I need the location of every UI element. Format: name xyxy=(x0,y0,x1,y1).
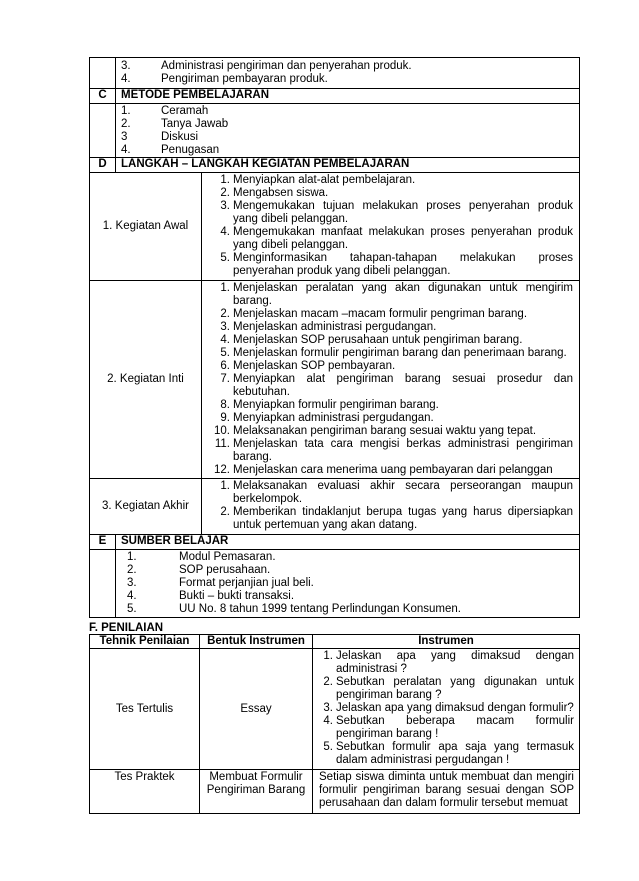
activity-steps xyxy=(202,281,579,478)
form-cell: Membuat Formulir Pengiriman Barang xyxy=(200,770,313,814)
activity-steps xyxy=(202,173,579,279)
list-item: 3. Menjelaskan administrasi pergudangan. xyxy=(220,321,437,333)
column-header: Instrumen xyxy=(313,635,580,649)
column-header: Bentuk Instrumen xyxy=(200,635,313,649)
assessment-header-row xyxy=(90,635,580,649)
section-title: LANGKAH – LANGKAH KEGIATAN PEMBELAJARAN xyxy=(116,158,580,173)
list-item: 1. Menjelaskan peralatan yang akan digunakan untuk mengirim barang. xyxy=(220,282,573,307)
list-item: 3. Mengemukakan tujuan melakukan proses penyerahan produk yang dibeli pelanggan. xyxy=(220,200,573,225)
activity-name: 1. Kegiatan Awal xyxy=(90,173,202,281)
assessment-table xyxy=(89,634,580,814)
list-item: 8. Menyiapkan formulir pengiriman barang. xyxy=(220,399,439,411)
list-item: 2. Memberikan tindaklanjut berupa tugas yang harus dipersiapkan untuk pertemuan yang akan datang. xyxy=(220,506,573,531)
section-title: METODE PEMBELAJARAN xyxy=(116,89,580,104)
section-c-body-row xyxy=(90,104,580,158)
section-d-header-row xyxy=(90,158,580,173)
list-item: 5. Menjelaskan formulir pengiriman barang dan penerimaan barang. xyxy=(220,347,567,359)
list-item: 4. Mengemukakan manfaat melakukan proses penyerahan produk yang dibeli pelanggan. xyxy=(220,226,573,251)
activity-row-akhir xyxy=(90,479,580,535)
list-item: 12. Menjelaskan cara menerima uang pembayaran dari pelanggan xyxy=(214,464,553,476)
section-e-header-row xyxy=(90,535,580,550)
section-letter: C xyxy=(90,89,116,104)
list-item: 4. Menjelaskan SOP perusahaan untuk pengiriman barang. xyxy=(220,334,523,346)
instrument-text: Setiap siswa diminta untuk membuat dan mengiri formulir pengiriman barang sesuai dengan SOP perusahaan dan dalam formulir tersebut memuat xyxy=(313,770,580,814)
activity-name: 3. Kegiatan Akhir xyxy=(90,479,202,535)
list-item: 11. Menjelaskan tata cara mengisi berkas administrasi pengiriman barang. xyxy=(214,438,573,463)
source-list xyxy=(116,551,579,616)
list-item: 3 Diskusi xyxy=(121,131,199,143)
list-item: 4. Pengiriman pembayaran produk. xyxy=(121,73,328,85)
assessment-row-written xyxy=(90,649,580,770)
list-item: 1. Jelaskan apa yang dimaksud dengan administrasi ? xyxy=(323,650,574,675)
section-b-tail-list xyxy=(116,58,580,89)
list-item: 3. Administrasi pengiriman dan penyerahan produk. xyxy=(121,60,412,72)
list-item: 2. Sebutkan peralatan yang digunakan untuk pengiriman barang ? xyxy=(323,676,574,701)
section-c-header-row xyxy=(90,89,580,104)
section-f-title: F. PENILAIAN xyxy=(89,622,164,634)
list-item: 5. Sebutkan formulir apa saja yang termasuk dalam administrasi pergudangan ! xyxy=(323,741,574,766)
list-item: 2. Mengabsen siswa. xyxy=(220,187,329,199)
activity-row-awal xyxy=(90,173,580,281)
instrument-list xyxy=(313,649,579,768)
assessment-row-practice xyxy=(90,770,580,814)
list-item: 3. Format perjanjian jual beli. xyxy=(127,577,314,589)
list-item: 9. Menyiapkan administrasi pergudangan. xyxy=(220,412,434,424)
section-b-tail-row xyxy=(90,58,580,89)
list-item: 5. UU No. 8 tahun 1999 tentang Perlindungan Konsumen. xyxy=(127,603,461,615)
list-item: 2. SOP perusahaan. xyxy=(127,564,271,576)
list-item: 2. Menjelaskan macam –macam formulir pengriman barang. xyxy=(220,308,528,320)
list-item: 4. Sebutkan beberapa macam formulir pengiriman barang ! xyxy=(323,715,574,740)
list-item: 1. Melaksanakan evaluasi akhir secara perseorangan maupun berkelompok. xyxy=(220,480,573,505)
list-item: 1. Ceramah xyxy=(121,105,209,117)
list-item: 6. Menjelaskan SOP pembayaran. xyxy=(220,360,396,372)
section-letter: D xyxy=(90,158,116,173)
form-cell: Essay xyxy=(200,649,313,770)
list-item: 2. Tanya Jawab xyxy=(121,118,229,130)
column-header: Tehnik Penilaian xyxy=(90,635,200,649)
activity-steps xyxy=(202,479,579,533)
list-item: 1. Modul Pemasaran. xyxy=(127,551,276,563)
lesson-plan-table xyxy=(89,57,580,618)
list-item: 3. Jelaskan apa yang dimaksud dengan formulir? xyxy=(323,702,574,714)
technique-cell: Tes Tertulis xyxy=(90,649,200,770)
list-item: 1. Menyiapkan alat-alat pembelajaran. xyxy=(220,174,416,186)
section-letter: E xyxy=(90,535,116,550)
list-item: 4. Penugasan xyxy=(121,144,220,156)
section-e-body-row xyxy=(90,550,580,618)
list-item: 10. Melaksanakan pengiriman barang sesuai waktu yang tepat. xyxy=(214,425,537,437)
list-item: 4. Bukti – bukti transaksi. xyxy=(127,590,295,602)
activity-name: 2. Kegiatan Inti xyxy=(90,281,202,479)
list-item: 7. Menyiapkan alat pengiriman barang sesuai prosedur dan kebutuhan. xyxy=(220,373,573,398)
list-item: 5. Menginformasikan tahapan-tahapan melakukan proses penyerahan produk yang dibeli pelanggan. xyxy=(220,252,573,277)
section-title: SUMBER BELAJAR xyxy=(116,535,580,550)
activity-row-inti xyxy=(90,281,580,479)
technique-cell: Tes Praktek xyxy=(90,770,200,814)
method-list xyxy=(116,105,579,157)
